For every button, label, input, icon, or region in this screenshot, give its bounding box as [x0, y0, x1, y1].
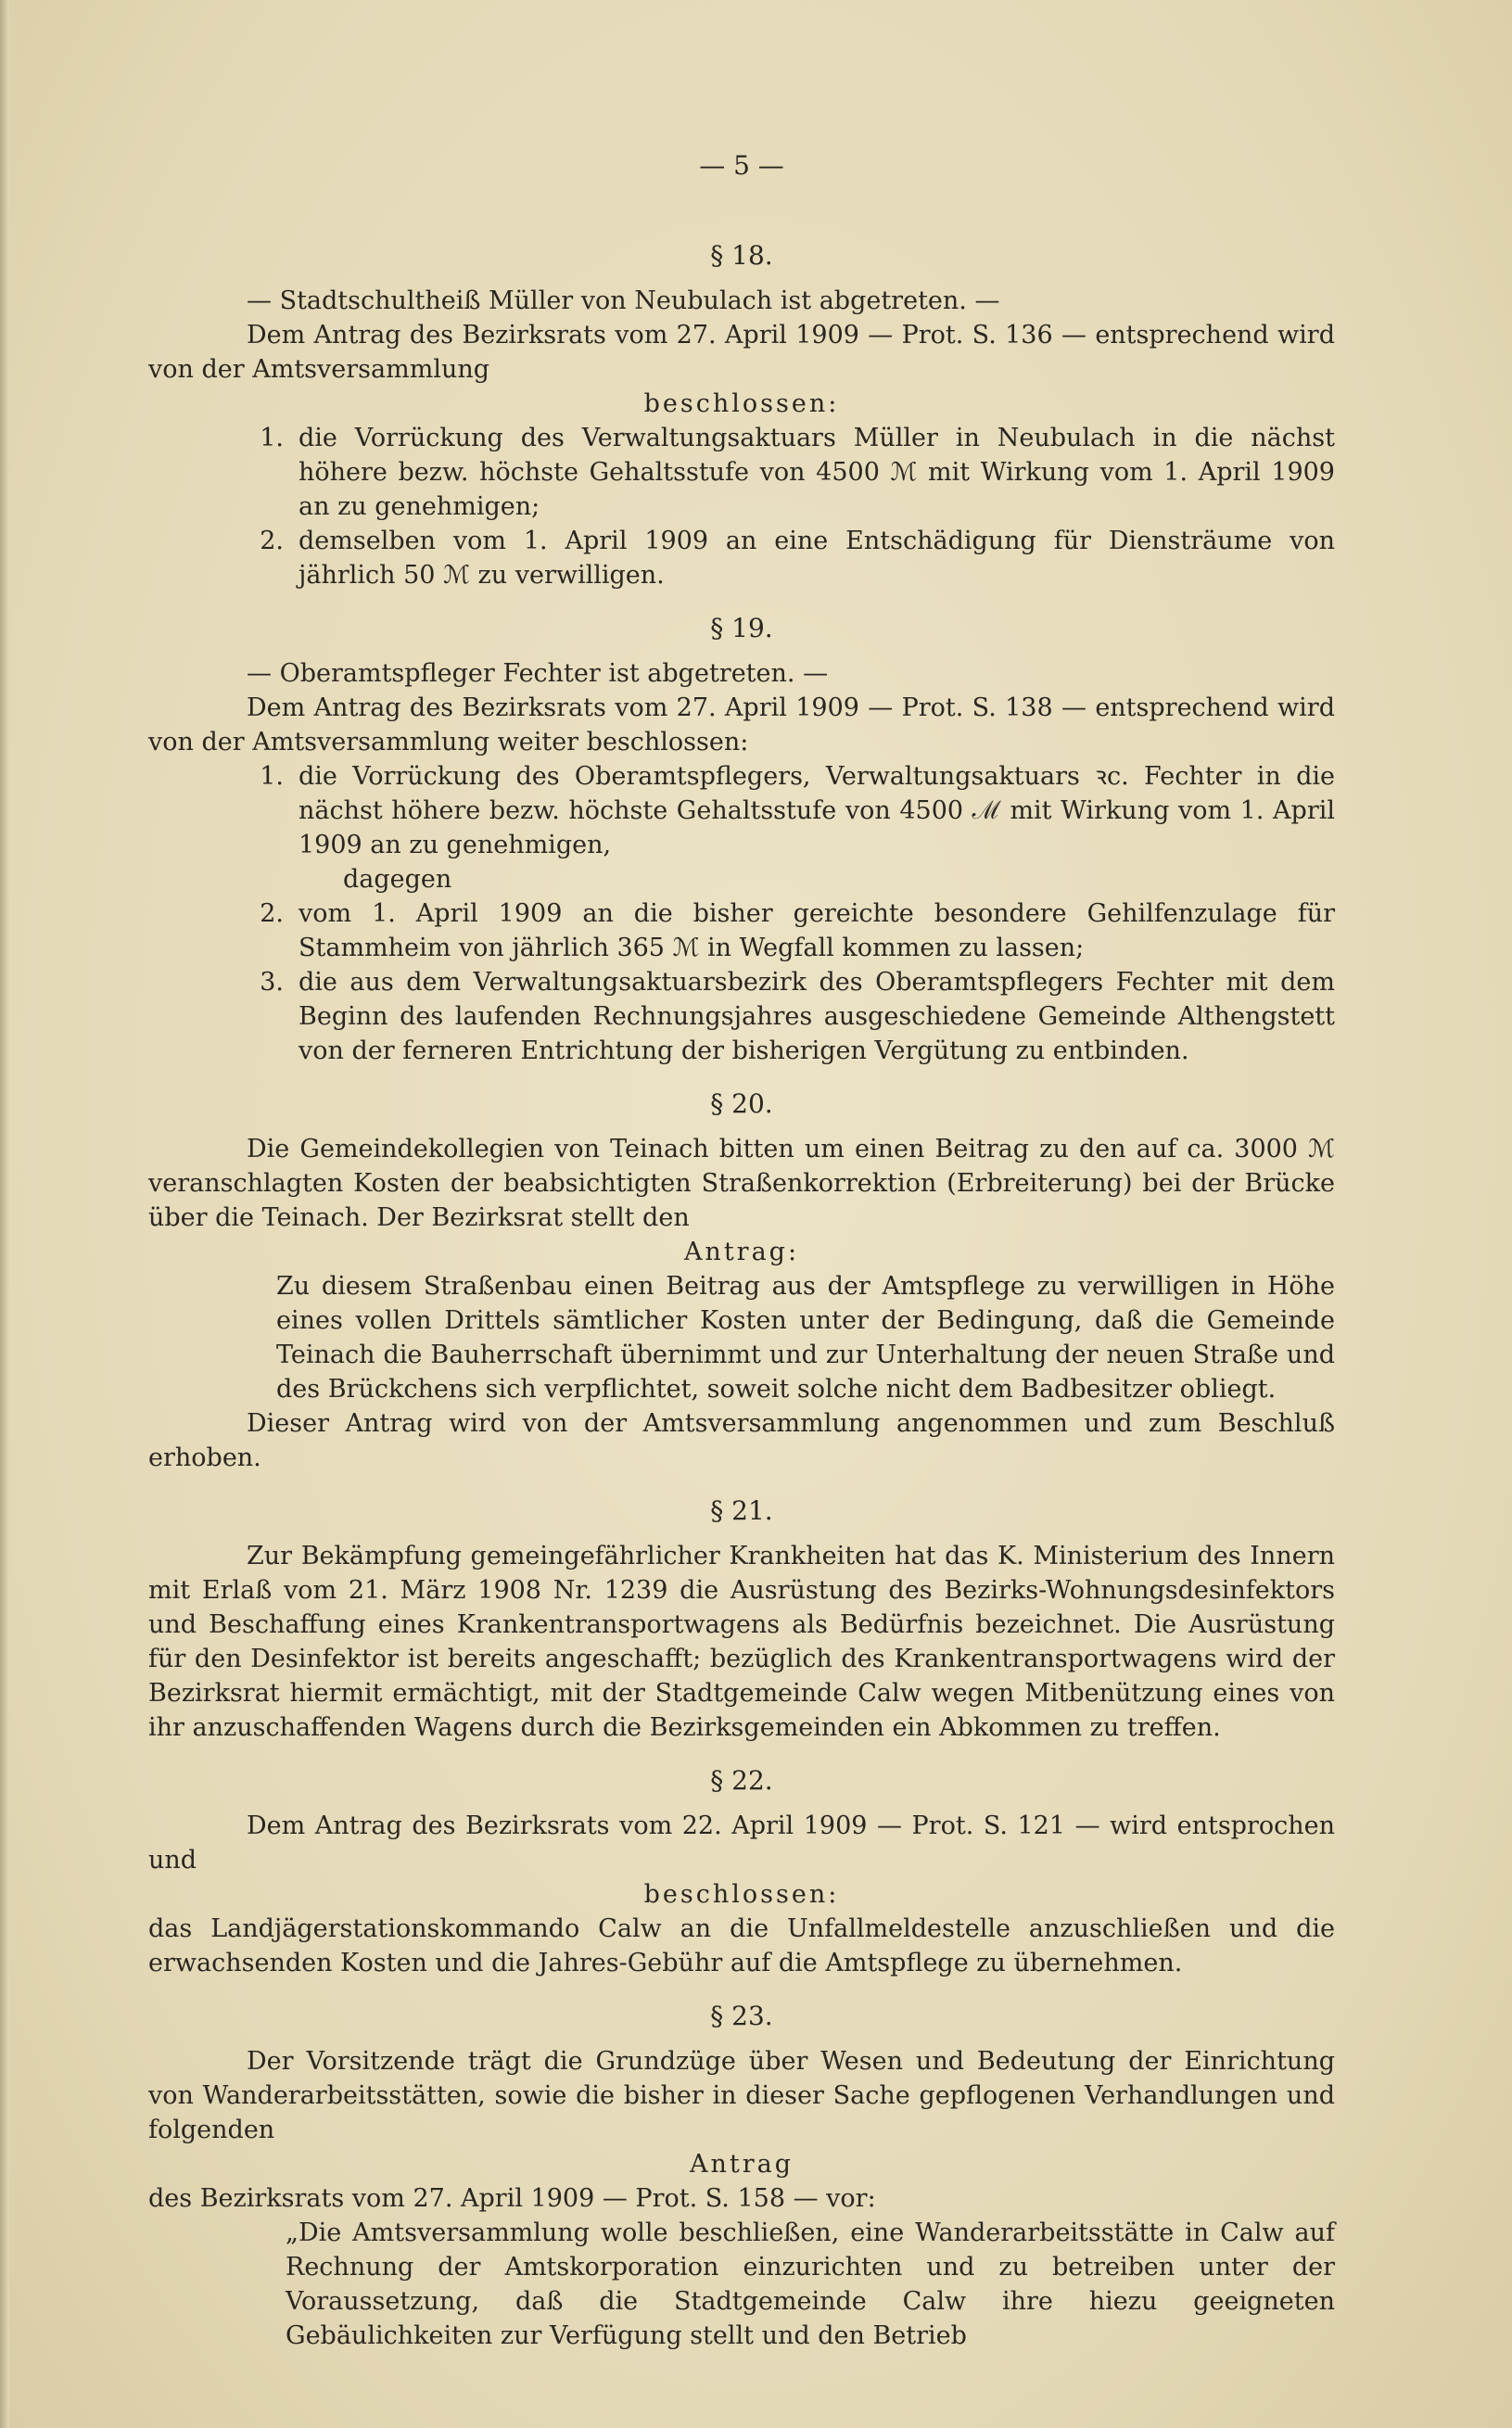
section-heading-19: § 19.	[710, 613, 773, 643]
section-20-antrag-text: Zu diesem Straßenbau einen Beitrag aus der Amtspflege zu verwilligen in Höhe eines vollen Drittels sämtlicher Kosten unter der Bedingung, daß die Gemeinde Teinach die Bauherrschaft übernimmt und zur Unterhaltung der neuen Straße und des Brückchens sich verpflichtet, soweit solche nicht dem Badbesitzer obliegt.	[276, 1272, 1335, 1404]
section-19-dagegen: dagegen	[343, 865, 452, 894]
section-heading-23: § 23.	[710, 2001, 773, 2031]
section-22-intro: Dem Antrag des Bezirksrats vom 22. April 1909 — Prot. S. 121 — wird entsprochen und	[148, 1811, 1335, 1875]
page-edge	[0, 0, 9, 2428]
list-item: 2. demselben vom 1. April 1909 an eine Entschädigung für Diensträume von jährlich 50 ℳ zu verwilligen.	[260, 527, 1335, 590]
section-23-antrag-ref: des Bezirksrats vom 27. April 1909 — Prot. S. 158 — vor:	[148, 2184, 876, 2213]
page-content	[148, 148, 1335, 2353]
section-18-note: — Stadtschultheiß Müller von Neubulach ist abgetreten. —	[247, 286, 1000, 315]
section-23-quote: „Die Amtsversammlung wolle beschließen, eine Wanderarbeitsstätte in Calw auf Rechnung der Amtskorporation einzurichten und zu betreiben unter der Voraussetzung, daß die Stadtgemeinde Calw ihre hiezu geeigneten Gebäulichkeiten zur Verfügung stellt und den Betrieb	[286, 2218, 1335, 2350]
list-item: 3. die aus dem Verwaltungsaktuarsbezirk des Oberamtspflegers Fechter mit dem Beginn des laufenden Rechnungsjahres ausgeschiedene Gemeinde Althengstett von der ferneren Entrichtung der bisherigen Vergütung zu entbinden.	[260, 968, 1335, 1065]
section-heading-20: § 20.	[710, 1088, 773, 1119]
section-22-resolved: beschlossen:	[643, 1880, 840, 1909]
section-19-intro: Dem Antrag des Bezirksrats vom 27. April 1909 — Prot. S. 138 — entsprechend wird von der Amtsversammlung weiter beschlossen:	[148, 693, 1335, 756]
section-23-intro: Der Vorsitzende trägt die Grundzüge über Wesen und Bedeutung der Einrichtung von Wanderarbeitsstätten, sowie die bisher in dieser Sache gepflogenen Verhandlungen und folgenden	[148, 2047, 1335, 2144]
section-18-resolved: beschlossen:	[643, 389, 840, 418]
section-22-text: das Landjägerstationskommando Calw an die Unfallmeldestelle anzuschließen und die erwachsenden Kosten und die Jahres-Gebühr auf die Amtspflege zu übernehmen.	[148, 1914, 1335, 1977]
section-heading-21: § 21.	[710, 1495, 773, 1526]
section-20-result: Dieser Antrag wird von der Amtsversammlung angenommen und zum Beschluß erhoben.	[148, 1409, 1335, 1472]
section-18-list	[148, 421, 1335, 592]
section-20-antrag-label: Antrag:	[683, 1238, 800, 1266]
list-item: 1. die Vorrückung des Verwaltungsaktuars Müller in Neubulach in die nächst höhere bezw. höchste Gehaltsstufe von 4500 ℳ mit Wirkung vom 1. April 1909 an zu genehmigen;	[260, 424, 1335, 521]
section-heading-22: § 22.	[710, 1765, 773, 1796]
page-number: — 5 —	[699, 150, 784, 181]
section-23-antrag-label: Antrag	[689, 2150, 794, 2179]
section-21-text: Zur Bekämpfung gemeingefährlicher Krankheiten hat das K. Ministerium des Innern mit Erlaß vom 21. März 1908 Nr. 1239 die Ausrüstung des Bezirks-Wohnungsdesinfektors und Beschaffung eines Krankentransportwagens als Bedürfnis bezeichnet. Die Ausrüstung für den Desinfektor ist bereits angeschafft; bezüglich des Krankentransportwagens wird der Bezirksrat hiermit ermächtigt, mit der Stadtgemeinde Calw wegen Mitbenützung eines von ihr anzuschaffenden Wagens durch die Bezirksgemeinden ein Abkommen zu treffen.	[148, 1542, 1335, 1742]
section-19-note: — Oberamtspfleger Fechter ist abgetreten. —	[247, 659, 829, 688]
section-20-intro: Die Gemeindekollegien von Teinach bitten um einen Beitrag zu den auf ca. 3000 ℳ veranschlagten Kosten der beabsichtigten Straßenkorrektion (Erbreiterung) bei der Brücke über die Teinach. Der Bezirksrat stellt den	[148, 1135, 1335, 1232]
section-19-list	[148, 759, 1335, 862]
section-18-intro: Dem Antrag des Bezirksrats vom 27. April 1909 — Prot. S. 136 — entsprechend wird von der Amtsversammlung	[148, 321, 1335, 384]
section-heading-18: § 18.	[710, 240, 773, 271]
list-item: 1. die Vorrückung des Oberamtspflegers, Verwaltungsaktuars ꝛc. Fechter in die nächst höhere bezw. höchste Gehaltsstufe von 4500 ℳ mit Wirkung vom 1. April 1909 an zu genehmigen,	[260, 762, 1335, 859]
section-19-list-continued	[148, 896, 1335, 1068]
list-item: 2. vom 1. April 1909 an die bisher gereichte besondere Gehilfenzulage für Stammheim von jährlich 365 ℳ in Wegfall kommen zu lassen;	[260, 899, 1335, 962]
